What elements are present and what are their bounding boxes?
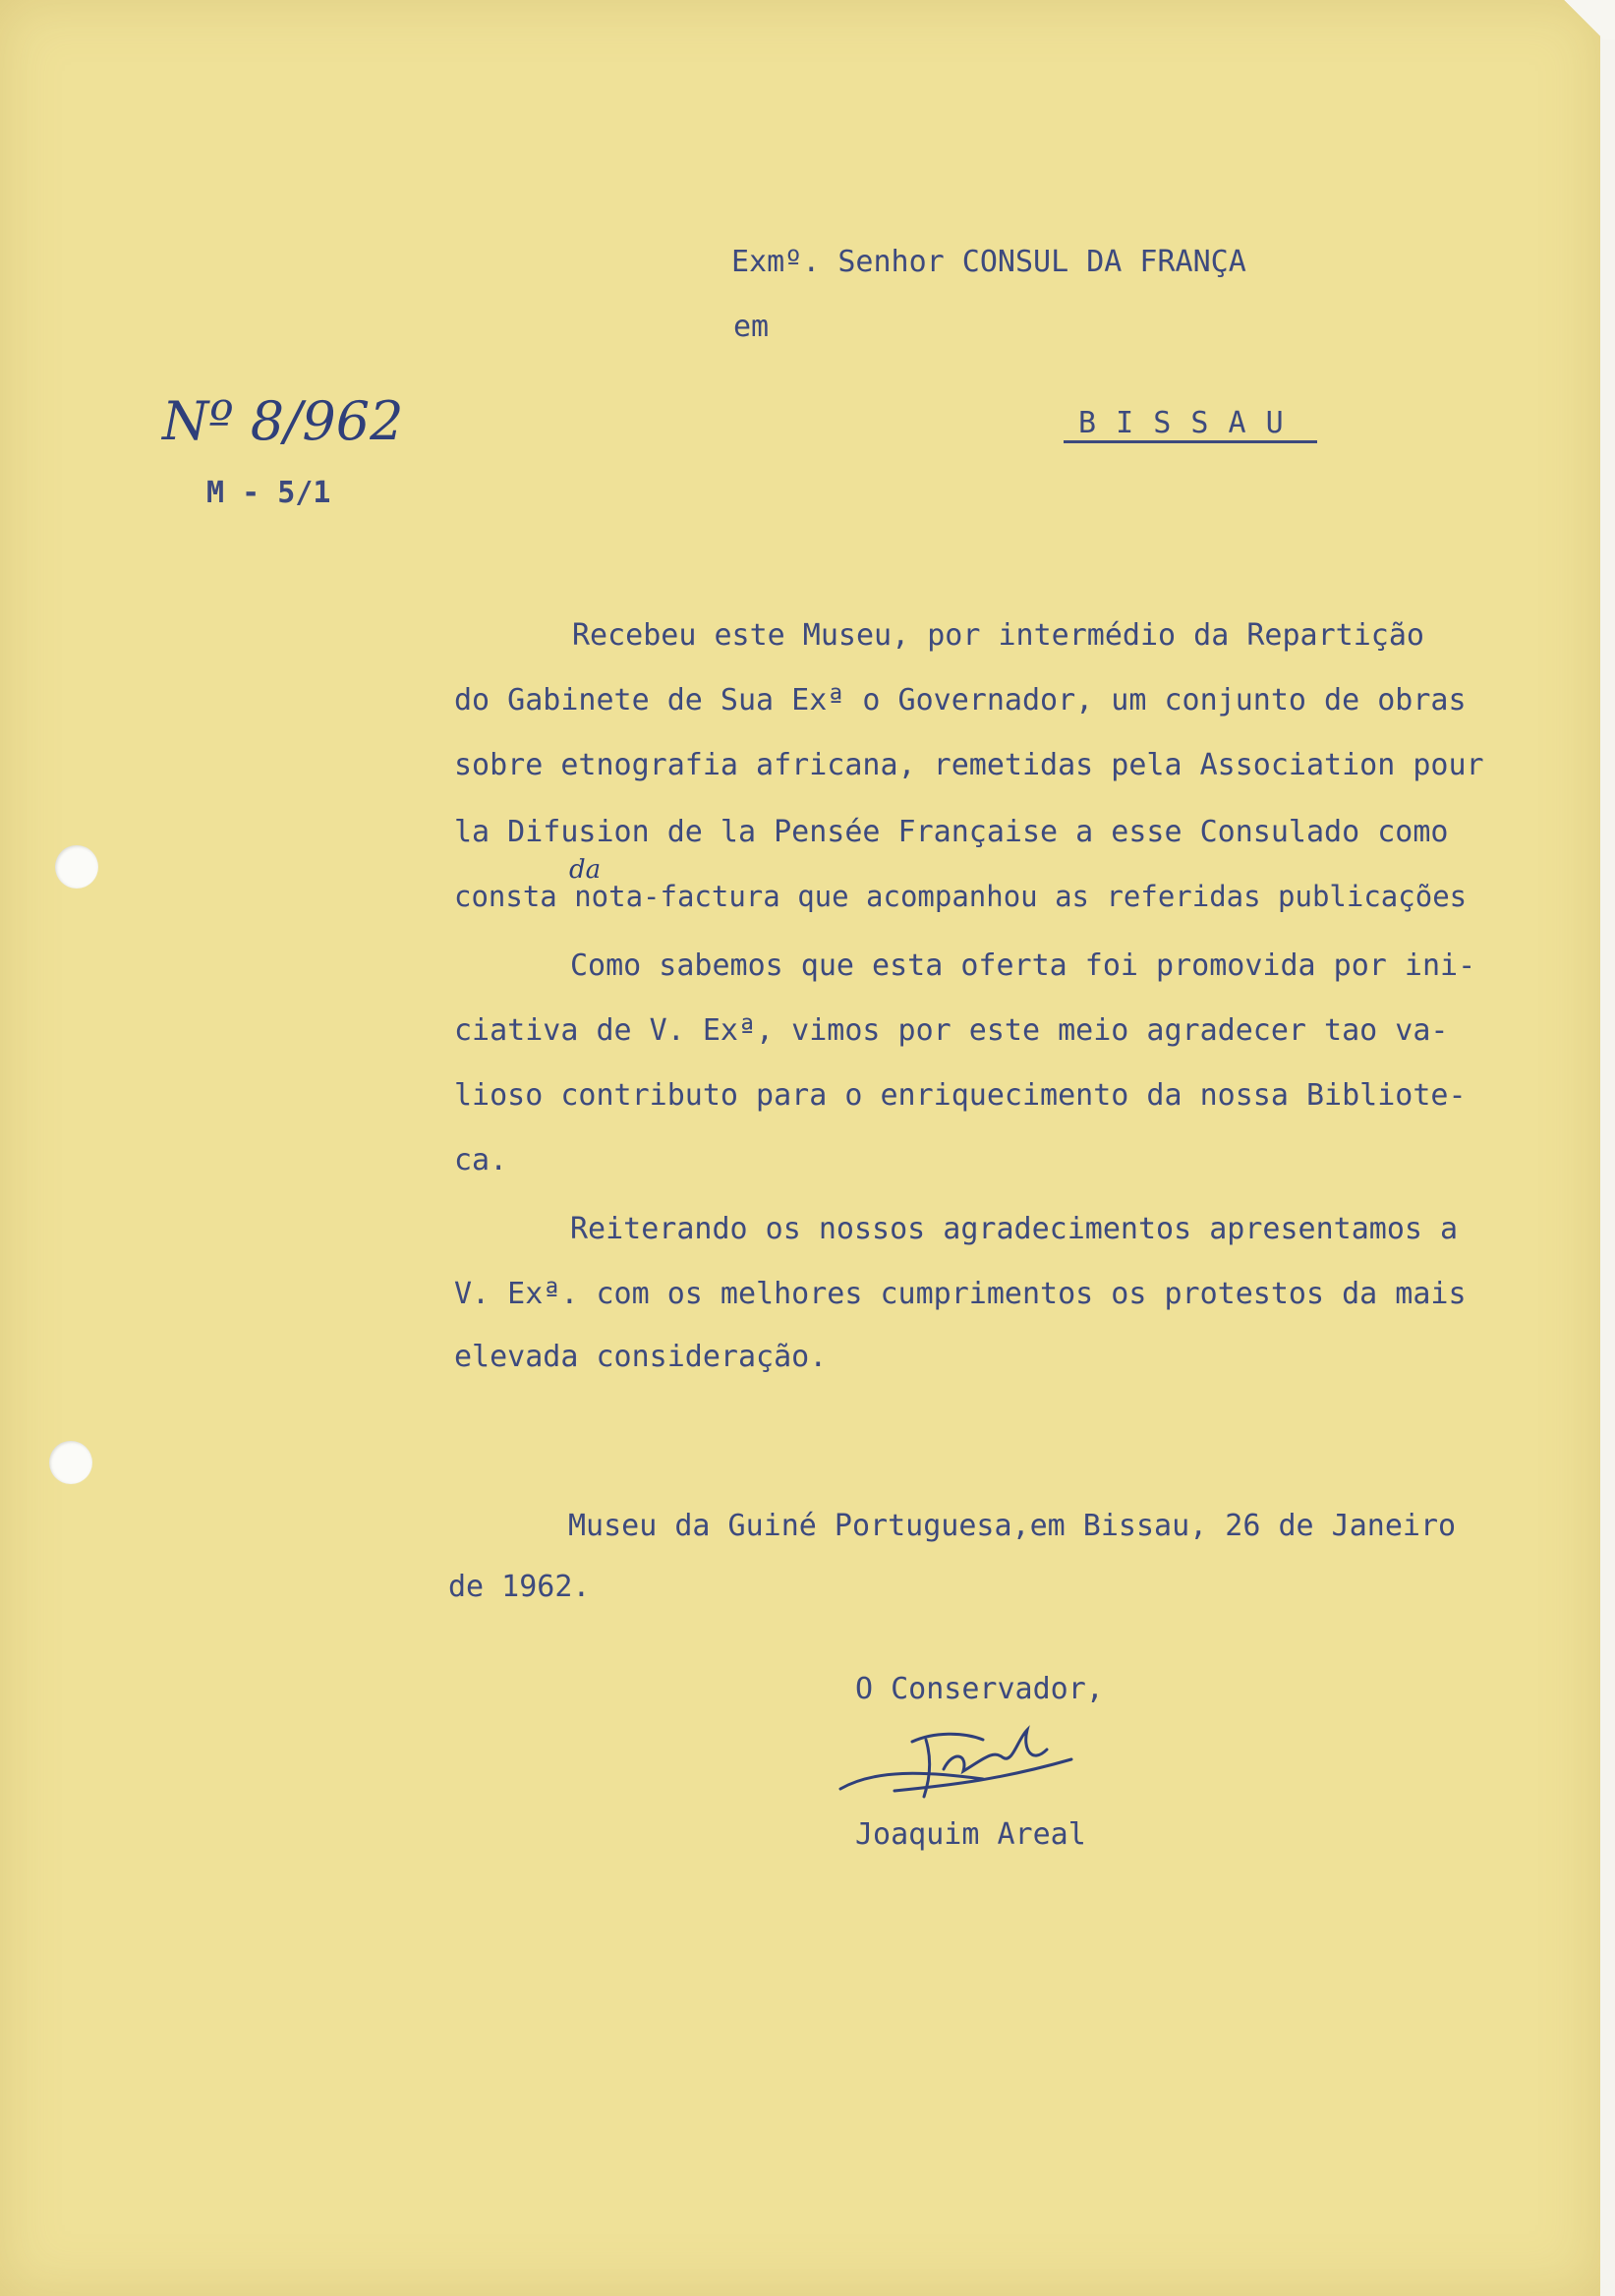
body-line: sobre etnografia africana, remetidas pela Association pour [454, 748, 1484, 782]
body-line: Como sabemos que esta oferta foi promovida por ini- [570, 948, 1476, 983]
handwritten-insertion: da [569, 855, 602, 885]
place-date-line: Museu da Guiné Portuguesa,em Bissau, 26 de Janeiro [568, 1509, 1457, 1543]
body-line: V. Exª. com os melhores cumprimentos os protestos da mais [454, 1277, 1467, 1311]
city-underline [1064, 440, 1317, 443]
body-line: consta nota-factura que acompanhou as referidas publicações [454, 880, 1468, 913]
body-line: do Gabinete de Sua Exª o Governador, um conjunto de obras [454, 683, 1467, 718]
body-line: ciativa de V. Exª, vimos por este meio agradecer tao va- [454, 1013, 1449, 1048]
folded-corner [1553, 0, 1615, 39]
body-line: Recebeu este Museu, por intermédio da Repartição [572, 618, 1424, 653]
closing-title: O Conservador, [855, 1672, 1104, 1706]
body-line: ca. [454, 1143, 508, 1177]
body-line: elevada consideração. [454, 1340, 828, 1374]
page-edge [1600, 0, 1615, 2296]
place-date-line: de 1962. [448, 1570, 591, 1604]
addressee-line: Exmº. Senhor CONSUL DA FRANÇA [731, 245, 1246, 279]
body-line: Reiterando os nossos agradecimentos apresentamos a [570, 1212, 1459, 1246]
addressee-em: em [733, 310, 770, 344]
signatory-name: Joaquim Areal [855, 1817, 1086, 1852]
body-line: la Difusion de la Pensée Française a esse Consulado como [454, 815, 1449, 849]
reference-code: M - 5/1 [206, 476, 331, 510]
addressee-city: B I S S A U [1078, 406, 1285, 440]
signature [836, 1710, 1091, 1808]
punch-hole-lower [49, 1441, 92, 1484]
handwritten-reference-number: Nº 8/962 [162, 390, 404, 452]
body-line: lioso contributo para o enriquecimento da nossa Bibliote- [454, 1078, 1467, 1113]
punch-hole-upper [55, 845, 98, 889]
